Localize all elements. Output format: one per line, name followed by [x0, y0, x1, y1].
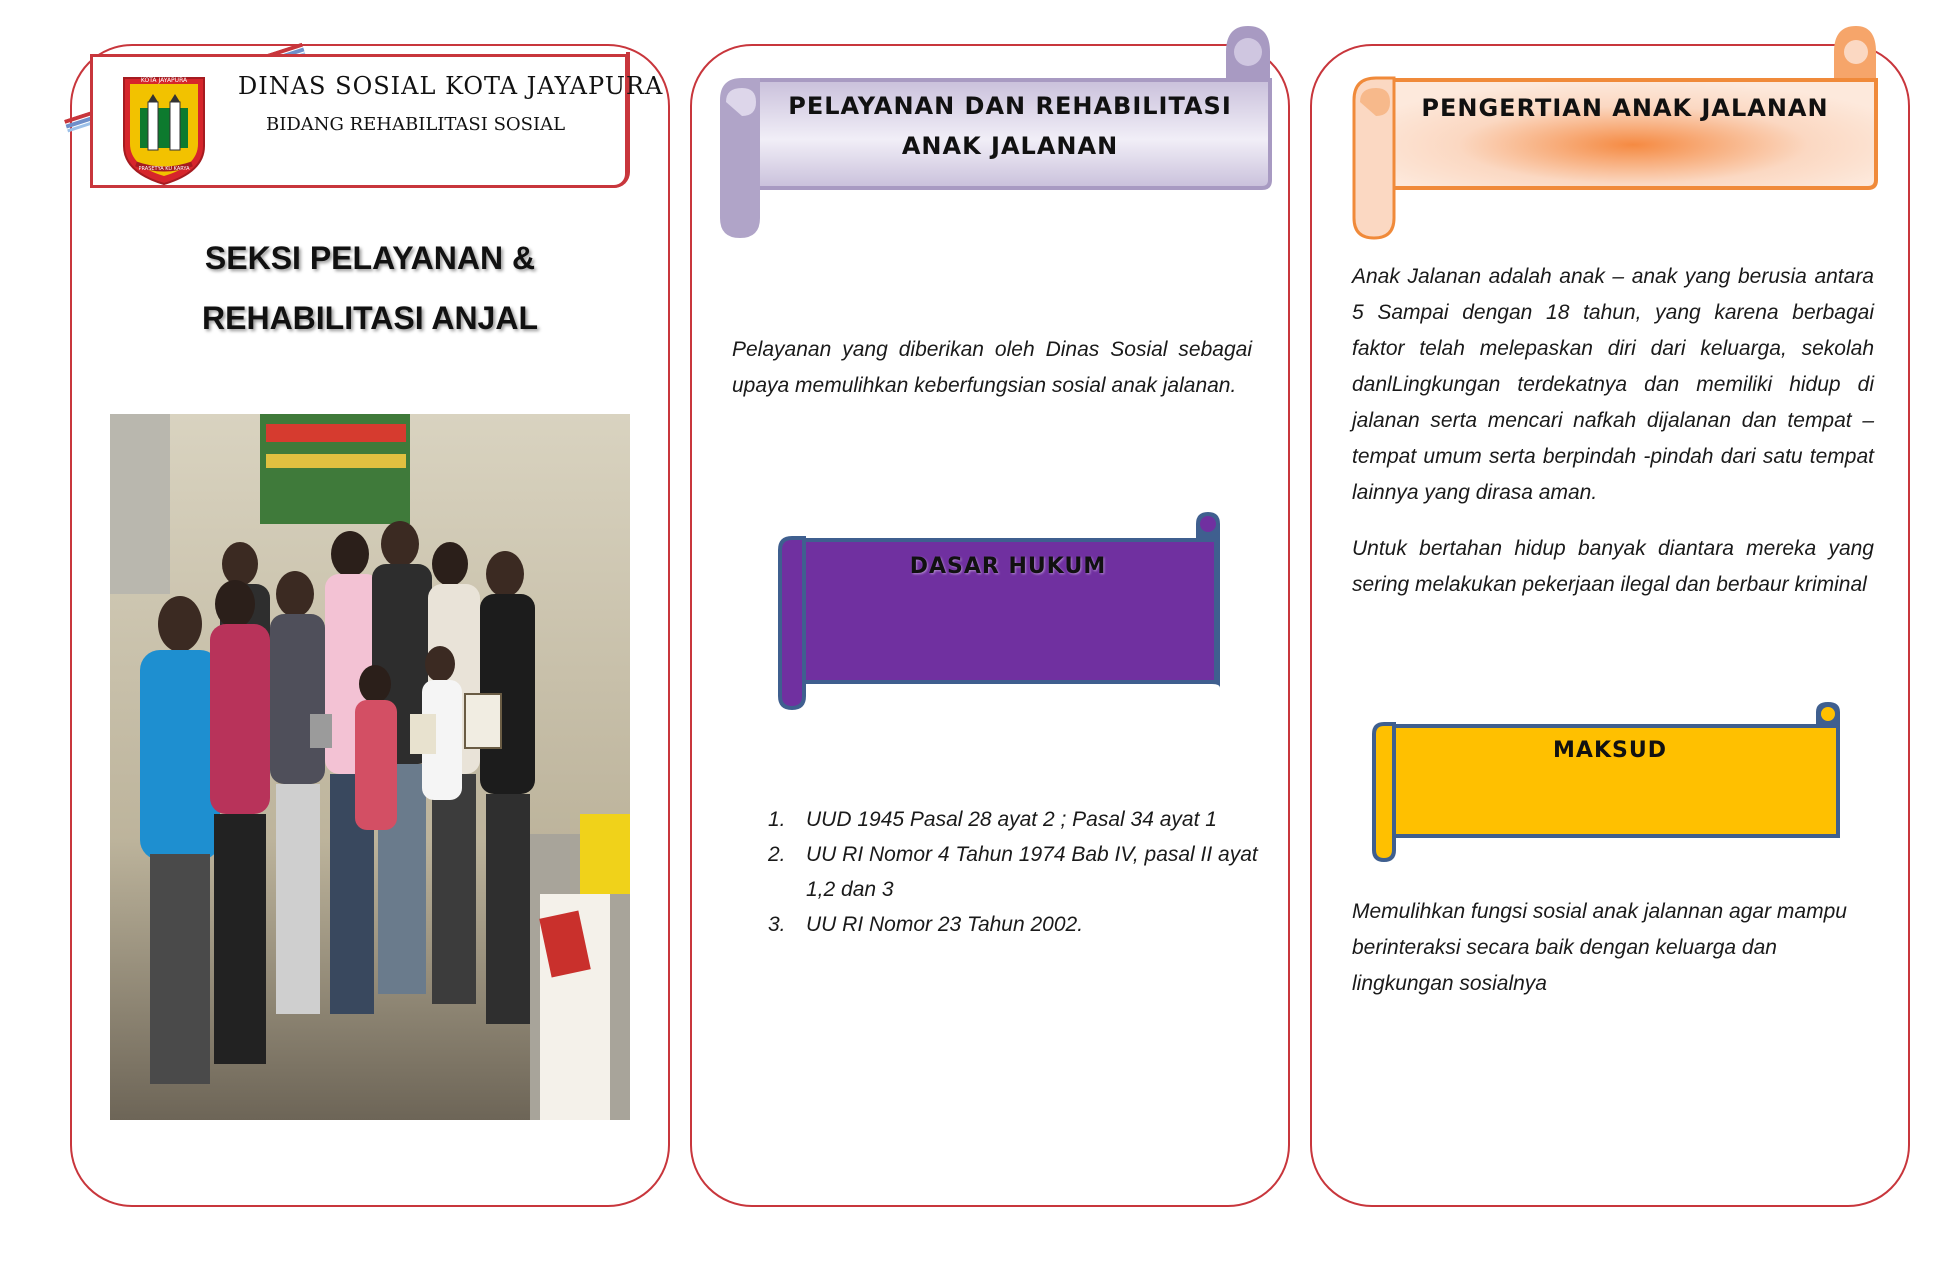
banner-scroll-yellow: [1370, 702, 1846, 864]
legal-basis-item-number: 1.: [768, 808, 786, 831]
banner-scroll-purple: [776, 510, 1226, 710]
purpose-text: [1352, 894, 1874, 1002]
banner-title-services-line1: PELAYANAN DAN REHABILITASI: [788, 92, 1232, 120]
banner-title-services-line2: ANAK JALANAN: [901, 132, 1119, 160]
legal-basis-list: [768, 802, 1258, 942]
legal-basis-item-text: UU RI Nomor 4 Tahun 1974 Bab IV, pasal II ayat 1,2 dan 3: [806, 843, 1258, 901]
banner-title-definition: PENGERTIAN ANAK JALANAN: [1421, 94, 1829, 122]
group-photo: [110, 414, 630, 1120]
banner-scroll-orange: [1350, 22, 1880, 240]
definition-paragraph-1: Anak Jalanan adalah anak – anak yang berusia antara 5 Sampai dengan 18 tahun, yang karena berbagai faktor telah melepaskan diri dari keluarga, sekolah danlLingkungan terdekatnya dan memiliki hidup di jalanan serta mencari nafkah dijalanan dan tempat – tempat umum serta berpindah -pindah dari satu tempat lainnya yang dirasa aman.: [1352, 265, 1874, 504]
logo-top-text: KOTA JAYAPURA: [140, 77, 188, 84]
org-division: BIDANG REHABILITASI SOSIAL: [266, 114, 566, 135]
legal-basis-item-text: UUD 1945 Pasal 28 ayat 2 ; Pasal 34 ayat 1: [806, 808, 1217, 831]
services-intro-text: Pelayanan yang diberikan oleh Dinas Sosial sebagai upaya memulihkan keberfungsian sosial anak jalanan.: [732, 338, 1252, 397]
legal-basis-item-number: 3.: [768, 913, 786, 936]
org-name: DINAS SOSIAL KOTA JAYAPURA: [238, 72, 664, 100]
logo-bottom-text: PRASETYA KU KARYA: [138, 166, 190, 172]
banner-title-services: [760, 86, 1260, 166]
section-title-line2: REHABILITASI ANJAL: [202, 300, 538, 336]
purpose-paragraph: Memulihkan fungsi sosial anak jalannan agar mampu berinteraksi secara baik dengan keluarga dan lingkungan sosialnya: [1352, 900, 1847, 995]
legal-basis-item-number: 2.: [768, 843, 786, 866]
banner-legal-basis: DASAR HUKUM: [909, 554, 1107, 579]
legal-basis-item-text: UU RI Nomor 23 Tahun 2002.: [806, 913, 1084, 936]
services-intro: [732, 332, 1252, 404]
legal-basis-item: [768, 907, 1258, 942]
section-title: [110, 228, 630, 348]
banner-purpose: MAKSUD: [1553, 738, 1667, 763]
definition-paragraph-2: Untuk bertahan hidup banyak diantara mereka yang sering melakukan pekerjaan ilegal dan berbaur kriminal: [1352, 537, 1874, 596]
city-emblem-logo: [118, 68, 210, 186]
legal-basis-item: [768, 802, 1258, 837]
definition-text: [1352, 259, 1874, 603]
section-title-line1: SEKSI PELAYANAN &: [204, 240, 536, 276]
legal-basis-item: [768, 837, 1258, 907]
